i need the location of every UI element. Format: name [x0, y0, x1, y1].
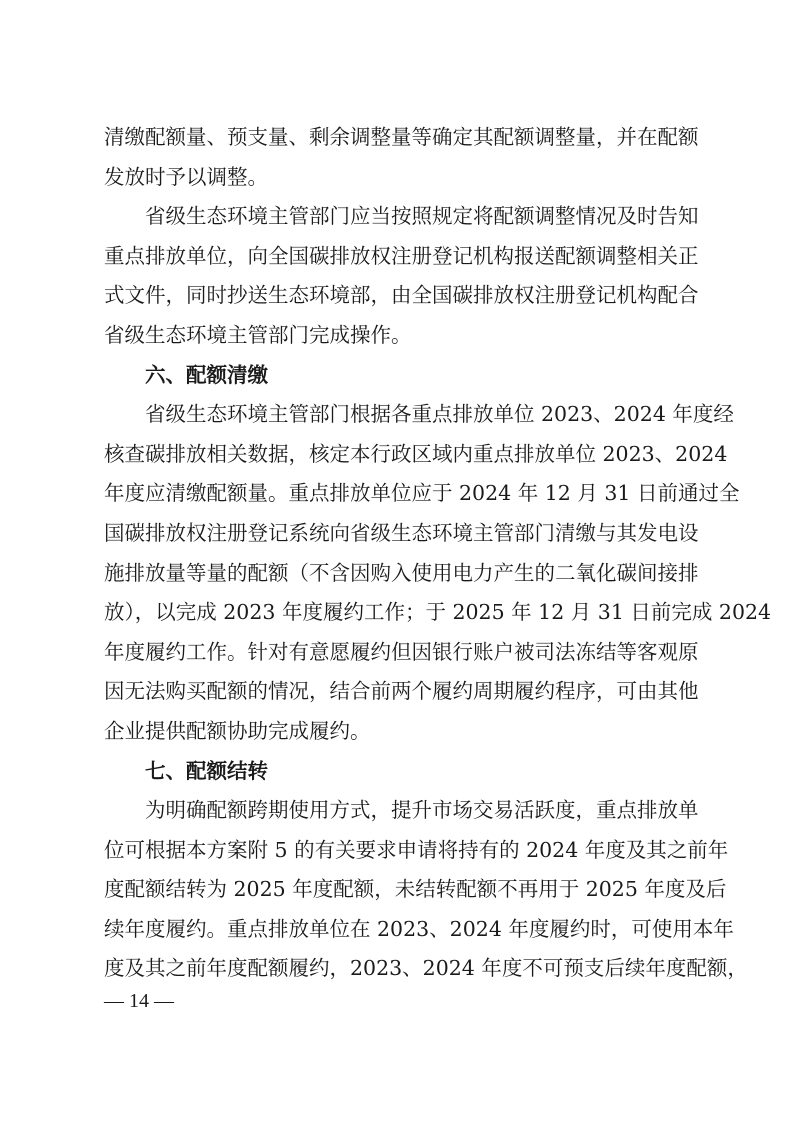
paragraph-line: 清缴配额量、预支量、剩余调整量等确定其配额调整量，并在配额	[104, 125, 699, 149]
page-number: — 14 —	[104, 990, 174, 1012]
paragraph-line: 省级生态环境主管部门应当按照规定将配额调整情况及时告知	[145, 204, 699, 229]
paragraph-line: 省级生态环境主管部门完成操作。	[104, 322, 412, 347]
paragraph-line: 省级生态环境主管部门根据各重点排放单位 2023、2024 年度经	[145, 402, 734, 427]
paragraph-line: 施排放量等量的配额（不含因购入使用电力产生的二氧化碳间接排	[104, 560, 699, 585]
paragraph-line: 度及其之前年度配额履约，2023、2024 年度不可预支后续年度配额，	[104, 956, 748, 981]
paragraph-line: 国碳排放权注册登记系统向省级生态环境主管部门清缴与其发电设	[104, 520, 699, 545]
paragraph-line: 重点排放单位，向全国碳排放权注册登记机构报送配额调整相关正	[104, 243, 699, 268]
paragraph-line: 发放时予以调整。	[104, 164, 268, 189]
paragraph-line: 续年度履约。重点排放单位在 2023、2024 年度履约时，可使用本年	[104, 916, 734, 941]
paragraph-line: 为明确配额跨期使用方式，提升市场交易活跃度，重点排放单	[145, 798, 699, 823]
paragraph-line: 式文件，同时抄送生态环境部，由全国碳排放权注册登记机构配合	[104, 283, 699, 308]
section-heading: 六、配额清缴	[145, 362, 268, 387]
section-heading: 七、配额结转	[145, 758, 268, 783]
paragraph-line: 企业提供配额协助完成履约。	[104, 718, 371, 743]
paragraph-line: 放），以完成 2023 年度履约工作；于 2025 年 12 月 31 日前完成 2024	[104, 600, 772, 625]
paragraph-line: 年度应清缴配额量。重点排放单位应于 2024 年 12 月 31 日前通过全	[104, 481, 740, 506]
paragraph-line: 因无法购买配额的情况，结合前两个履约周期履约程序，可由其他	[104, 679, 699, 704]
paragraph-line: 核查碳排放相关数据，核定本行政区域内重点排放单位 2023、2024	[104, 441, 728, 466]
paragraph-line: 度配额结转为 2025 年度配额，未结转配额不再用于 2025 年度及后	[104, 877, 727, 902]
document-body	[104, 118, 772, 989]
paragraph-line: 年度履约工作。针对有意愿履约但因银行账户被司法冻结等客观原	[104, 639, 699, 664]
paragraph-line: 位可根据本方案附 5 的有关要求申请将持有的 2024 年度及其之前年	[104, 837, 729, 862]
